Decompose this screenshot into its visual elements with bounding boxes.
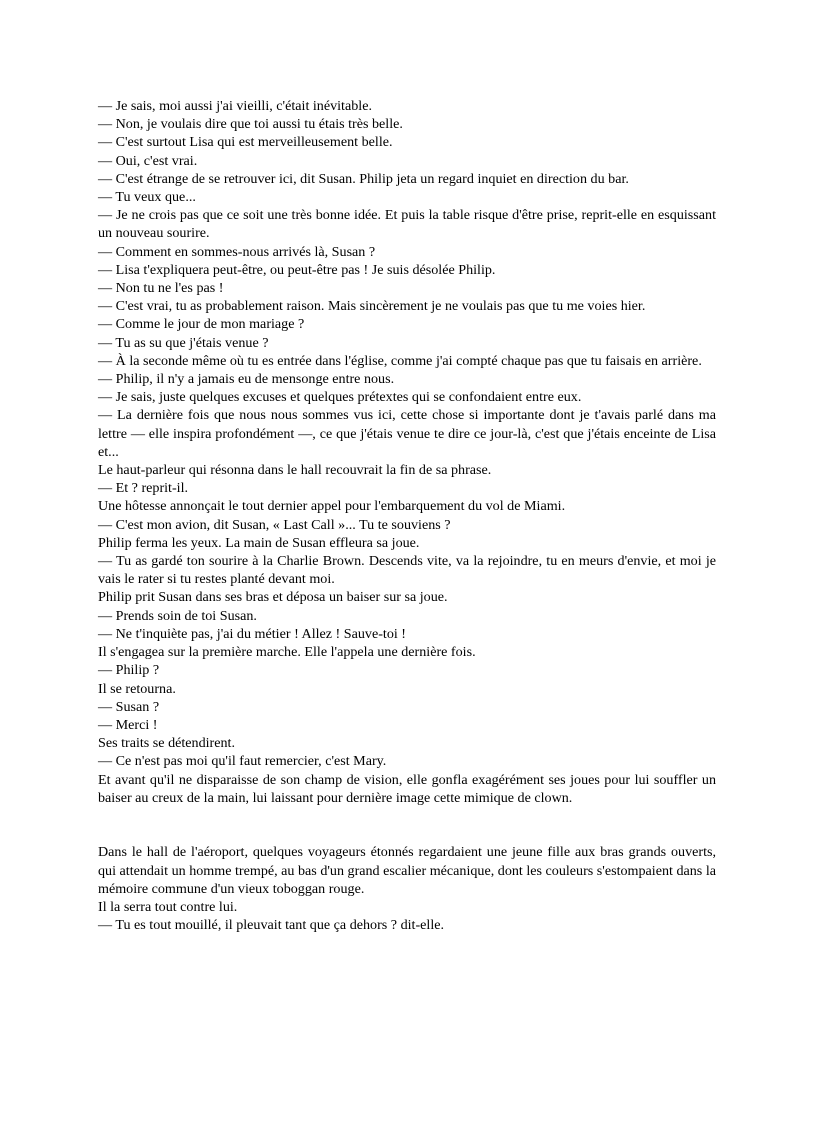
paragraph: — Je sais, juste quelques excuses et quelques prétextes qui se confondaient entre eux.: [98, 389, 582, 406]
paragraph: — Je ne crois pas que ce soit une très bonne idée. Et puis la table risque d'être prise, reprit-elle en esquissant un nouveau sourire.: [98, 207, 716, 242]
paragraph: Et avant qu'il ne disparaisse de son champ de vision, elle gonfla exagérément ses joues pour lui souffler un baiser au creux de la main, lui laissant pour dernière image cette mimique de clown.: [98, 771, 716, 806]
paragraph: — Et ? reprit-il.: [98, 480, 189, 497]
paragraph: Le haut-parleur qui résonna dans le hall recouvrait la fin de sa phrase.: [98, 462, 492, 479]
paragraph: Une hôtesse annonçait le tout dernier appel pour l'embarquement du vol de Miami.: [98, 498, 566, 515]
paragraph: Il se retourna.: [98, 680, 176, 697]
paragraph: — Je sais, moi aussi j'ai vieilli, c'était inévitable.: [98, 98, 372, 114]
paragraph: Il la serra tout contre lui.: [98, 898, 238, 915]
paragraph: — C'est surtout Lisa qui est merveilleusement belle.: [98, 134, 393, 151]
paragraph: — Tu es tout mouillé, il pleuvait tant que ça dehors ? dit-elle.: [98, 917, 445, 934]
paragraph: — Ne t'inquiète pas, j'ai du métier ! Allez ! Sauve-toi !: [98, 625, 407, 642]
paragraph: — Tu as gardé ton sourire à la Charlie Brown. Descends vite, va la rejoindre, tu en meurs d'envie, et moi je vais le rater si tu restes planté devant moi.: [98, 553, 716, 588]
paragraph: Il s'engagea sur la première marche. Elle l'appela une dernière fois.: [98, 644, 476, 661]
paragraph: — Tu veux que...: [98, 189, 196, 206]
section-break: [98, 807, 716, 843]
paragraph: — La dernière fois que nous nous sommes vus ici, cette chose si importante dont je t'avais parlé dans ma lettre — elle inspira profondément —, ce que j'étais venue te dire ce jour-là, c'est que j'étais enceinte de Lisa et...: [98, 407, 716, 460]
paragraph: Philip prit Susan dans ses bras et déposa un baiser sur sa joue.: [98, 589, 448, 606]
paragraph: — À la seconde même où tu es entrée dans l'église, comme j'ai compté chaque pas que tu faisais en arrière.: [98, 352, 702, 369]
closing-section: [98, 843, 716, 934]
paragraph: — Prends soin de toi Susan.: [98, 607, 257, 624]
paragraph: — C'est vrai, tu as probablement raison. Mais sincèrement je ne voulais pas que tu me voies hier.: [98, 298, 646, 315]
dialogue-section: [98, 97, 716, 807]
paragraph: — Oui, c'est vrai.: [98, 152, 198, 169]
paragraph: — C'est étrange de se retrouver ici, dit Susan. Philip jeta un regard inquiet en direction du bar.: [98, 170, 629, 187]
paragraph: Ses traits se détendirent.: [98, 735, 235, 752]
paragraph: — Susan ?: [98, 698, 160, 715]
paragraph: — Non, je voulais dire que toi aussi tu étais très belle.: [98, 116, 403, 133]
paragraph: — Comment en sommes-nous arrivés là, Susan ?: [98, 243, 376, 260]
paragraph: — Philip, il n'y a jamais eu de mensonge entre nous.: [98, 371, 395, 388]
paragraph: Dans le hall de l'aéroport, quelques voyageurs étonnés regardaient une jeune fille aux bras grands ouverts, qui attendait un homme trempé, au bas d'un grand escalier mécanique, dont les couleurs s'estompaient dans la mémoire commune d'un vieux toboggan rouge.: [98, 844, 716, 897]
paragraph: — Ce n'est pas moi qu'il faut remercier, c'est Mary.: [98, 753, 387, 770]
paragraph: — C'est mon avion, dit Susan, « Last Call »... Tu te souviens ?: [98, 516, 451, 533]
paragraph: — Comme le jour de mon mariage ?: [98, 316, 305, 333]
paragraph: — Lisa t'expliquera peut-être, ou peut-être pas ! Je suis désolée Philip.: [98, 261, 496, 278]
paragraph: — Merci !: [98, 716, 158, 733]
paragraph: — Philip ?: [98, 662, 160, 679]
paragraph: — Non tu ne l'es pas !: [98, 280, 224, 297]
document-body: [98, 97, 716, 934]
paragraph: — Tu as su que j'étais venue ?: [98, 334, 269, 351]
paragraph: Philip ferma les yeux. La main de Susan effleura sa joue.: [98, 534, 420, 551]
